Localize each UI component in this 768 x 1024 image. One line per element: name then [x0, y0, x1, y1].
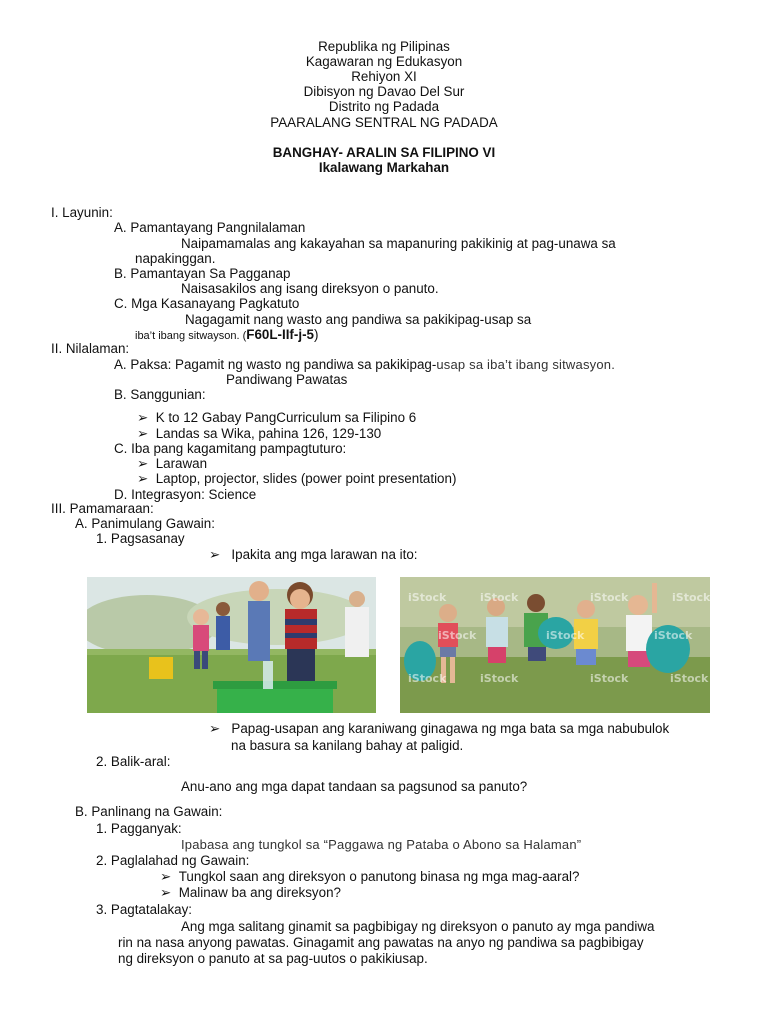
arrow-bullet-icon: ➢ — [137, 410, 149, 425]
competency-text: iba’t ibang sitwayson. ( — [135, 330, 247, 342]
question-item: Malinaw ba ang direksyon? — [178, 885, 341, 900]
watermark-text: iStock — [654, 629, 693, 642]
instruction-text-cont: na basura sa kanilang bahay at paligid. — [231, 738, 464, 753]
watermark-text: iStock — [590, 591, 629, 604]
paksa-text: A. Paksa: Pagamit ng wasto ng pandiwa sa pakikipag- — [114, 357, 437, 372]
sanggunian-heading: B. Sanggunian: — [114, 387, 206, 402]
arrow-bullet-icon: ➢ — [160, 885, 172, 900]
section-layunin-heading: I. Layunin: — [51, 205, 113, 220]
instruction-text: Ipakita ang mga larawan na ito: — [231, 547, 418, 562]
layunin-c-heading: C. Mga Kasanayang Pagkatuto — [114, 296, 300, 311]
arrow-bullet-icon: ➢ — [209, 547, 221, 562]
republic-line: Republika ng Pilipinas — [318, 39, 450, 54]
instruction-text: Papag-usapan ang karaniwang ginagawa ng mga bata sa mga nabubulok — [231, 721, 670, 736]
pagtatalakay-heading: 3. Pagtatalakay: — [96, 902, 193, 917]
watermark-text: iStock — [438, 629, 477, 642]
children-with-bags-photo — [400, 577, 710, 713]
reference-item: Landas sa Wika, pahina 126, 129-130 — [155, 426, 382, 441]
watermark-text: iStock — [670, 672, 709, 685]
section-nilalaman-heading: II. Nilalaman: — [51, 341, 130, 356]
list-item — [209, 547, 418, 562]
watermark-text: iStock — [590, 672, 629, 685]
children-bags-illustration — [400, 577, 710, 713]
layunin-a-text-2: napakinggan. — [135, 251, 216, 266]
arrow-bullet-icon: ➢ — [160, 869, 172, 884]
region-line: Rehiyon XI — [351, 69, 417, 84]
balik-aral-heading: 2. Balik-aral: — [96, 754, 171, 769]
pagganyak-text: Ipabasa ang tungkol sa “Paggawa ng Pataba o Abono sa Halaman” — [181, 837, 582, 852]
paksa-text-cont: usap sa iba’t ibang sitwasyon. — [436, 357, 616, 372]
watermark-text: iStock — [546, 629, 585, 642]
material-item: Laptop, projector, slides (power point presentation) — [155, 471, 457, 486]
watermark-text: iStock — [672, 591, 710, 604]
layunin-c-text-1: Nagagamit nang wasto ang pandiwa sa pakikipag-usap sa — [185, 312, 532, 327]
watermark-text: iStock — [408, 672, 447, 685]
paglalahad-heading: 2. Paglalahad ng Gawain: — [96, 853, 250, 868]
competency-close: ) — [313, 327, 319, 342]
paksa-subtopic: Pandiwang Pawatas — [226, 372, 348, 387]
reference-item: K to 12 Gabay PangCurriculum sa Filipino 6 — [155, 410, 417, 425]
division-line: Dibisyon ng Davao Del Sur — [303, 84, 465, 99]
list-item — [160, 885, 341, 900]
layunin-b-heading: B. Pamantayan Sa Pagganap — [114, 266, 291, 281]
layunin-c-text-2 — [135, 327, 318, 344]
balik-aral-question: Anu-ano ang mga dapat tandaan sa pagsunod sa panuto? — [181, 779, 528, 794]
children-recycling-photo — [87, 577, 376, 713]
layunin-a-heading: A. Pamantayang Pangnilalaman — [114, 220, 306, 235]
arrow-bullet-icon: ➢ — [137, 426, 149, 441]
list-item — [137, 471, 456, 486]
watermark-text: iStock — [480, 591, 519, 604]
material-item: Larawan — [155, 456, 208, 471]
panimulang-gawain-heading: A. Panimulang Gawain: — [75, 516, 215, 531]
section-pamamaraan-heading: III. Pamamaraan: — [51, 501, 154, 516]
list-item — [137, 426, 381, 441]
quarter-subtitle: Ikalawang Markahan — [318, 160, 450, 175]
kagamitan-heading: C. Iba pang kagamitang pampagtuturo: — [114, 441, 347, 456]
pagtatalakay-line-3: ng direksyon o panuto at sa pag-uutos o pakikiusap. — [118, 951, 428, 966]
list-item — [160, 869, 579, 884]
recycling-illustration — [87, 577, 376, 713]
watermark-text: iStock — [408, 591, 447, 604]
layunin-a-text-1: Naipamamalas ang kakayahan sa mapanuring pakikinig at pag-unawa sa — [181, 236, 616, 251]
list-item — [137, 410, 416, 425]
integrasyon-line: D. Integrasyon: Science — [114, 487, 257, 502]
list-item — [137, 456, 207, 471]
layunin-b-text: Naisasakilos ang isang direksyon o panuto. — [181, 281, 439, 296]
document-title: BANGHAY- ARALIN SA FILIPINO VI — [272, 145, 496, 160]
arrow-bullet-icon: ➢ — [137, 471, 149, 486]
pagsasanay-heading: 1. Pagsasanay — [96, 531, 185, 546]
pagganyak-heading: 1. Pagganyak: — [96, 821, 182, 836]
question-item: Tungkol saan ang direksyon o panutong binasa ng mga mag-aaral? — [178, 869, 580, 884]
department-line: Kagawaran ng Edukasyon — [305, 54, 463, 69]
panlinang-heading: B. Panlinang na Gawain: — [75, 804, 223, 819]
pagtatalakay-line-2: rin na nasa anyong pawatas. Ginagamit ang pawatas na anyo ng pandiwa sa pagbibigay — [118, 935, 644, 950]
school-name: PAARALANG SENTRAL NG PADADA — [270, 115, 498, 130]
nilalaman-paksa — [114, 357, 615, 372]
list-item — [209, 721, 669, 736]
district-line: Distrito ng Padada — [328, 99, 440, 114]
pagtatalakay-line-1: Ang mga salitang ginamit sa pagbibigay ng direksyon o panuto ay mga pandiwa — [181, 919, 655, 934]
arrow-bullet-icon: ➢ — [137, 456, 149, 471]
competency-code: F60L-IIf-j-5 — [246, 327, 314, 342]
arrow-bullet-icon: ➢ — [209, 721, 221, 736]
watermark-text: iStock — [480, 672, 519, 685]
